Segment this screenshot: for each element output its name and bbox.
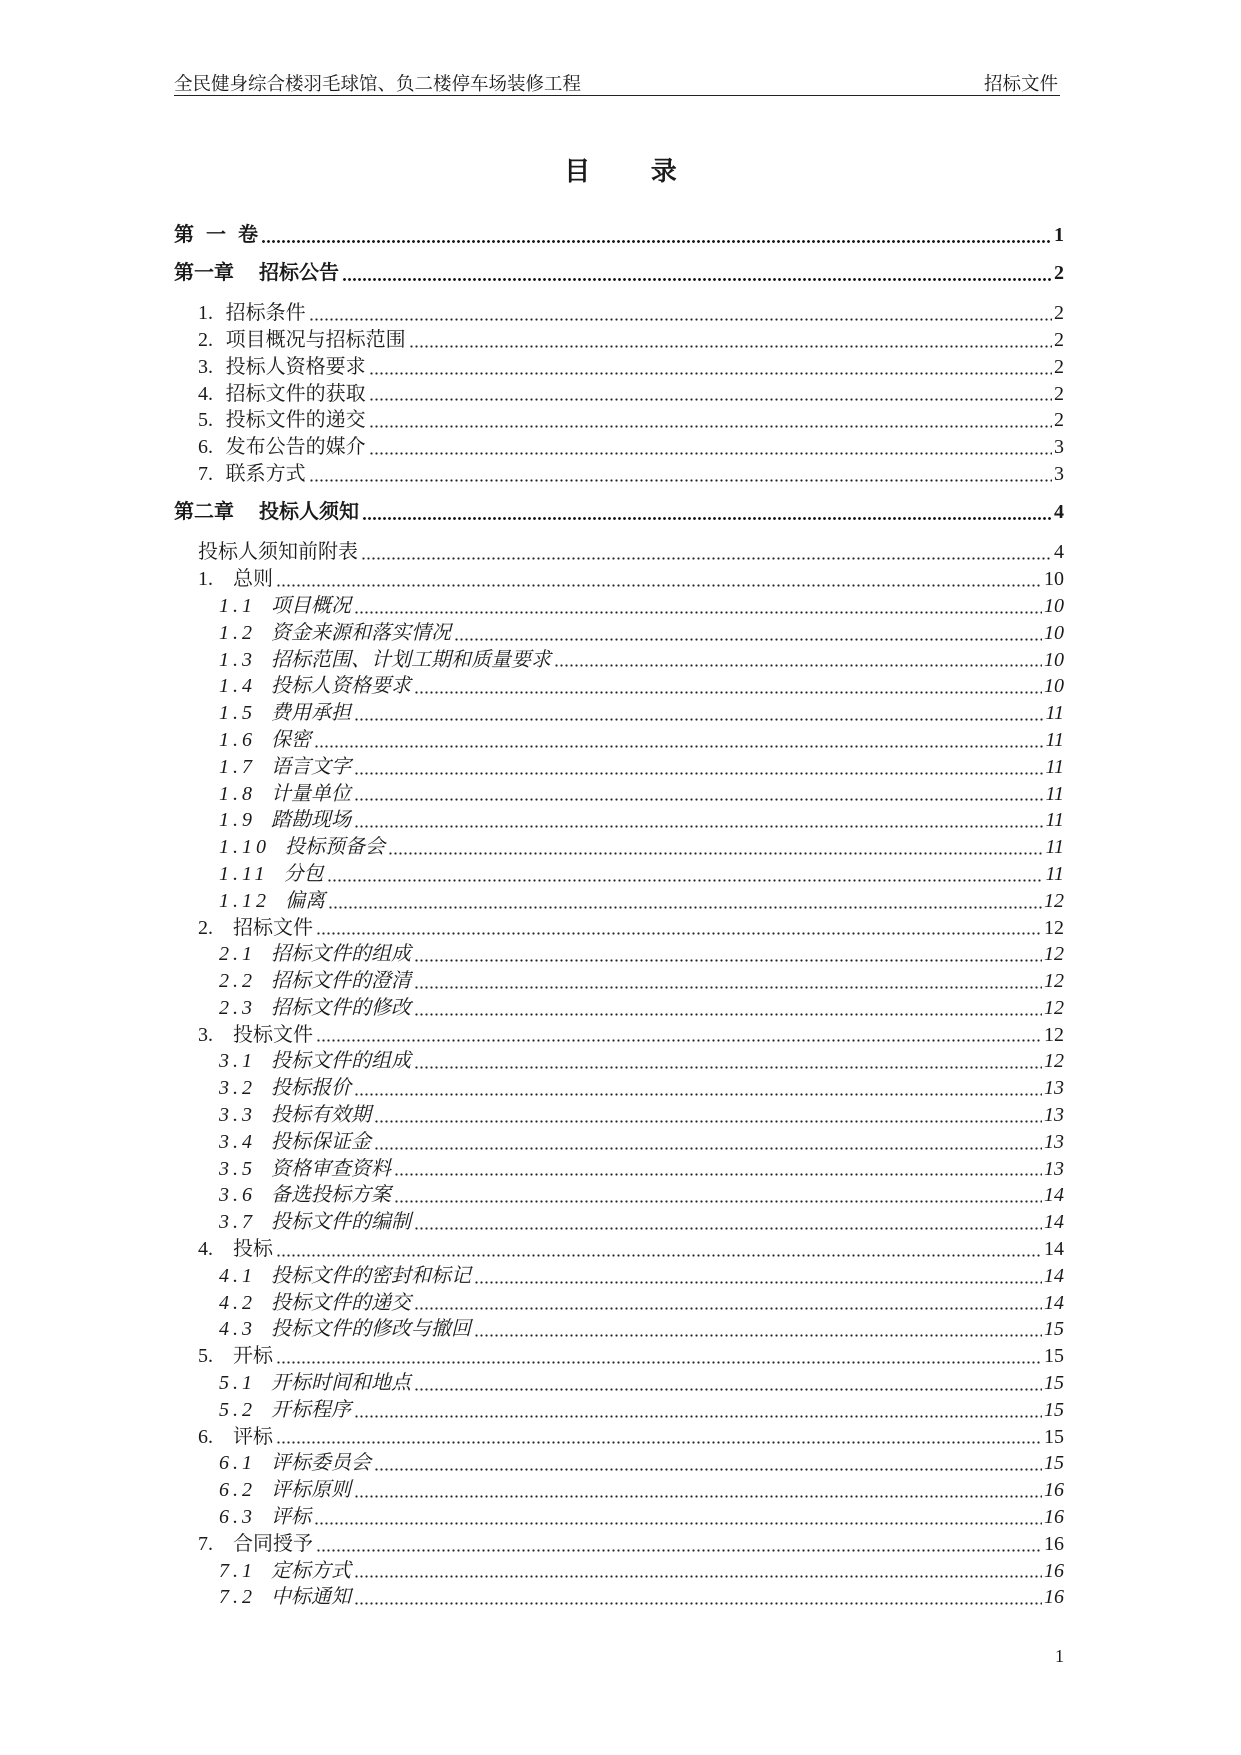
- dot-leader: [369, 452, 1052, 455]
- entry-number: 3.: [198, 1023, 213, 1046]
- dot-leader: [354, 772, 1043, 775]
- dot-leader: [369, 425, 1052, 428]
- toc-subsection-entry: [174, 1129, 1064, 1156]
- dot-leader: [261, 240, 1052, 243]
- entry-title: 开标: [233, 1345, 273, 1368]
- entry-number: 3.1: [219, 1050, 256, 1073]
- entry-number: 5.2: [219, 1398, 256, 1421]
- entry-number: 4.: [198, 382, 213, 405]
- toc-subsection-entry: [174, 1584, 1064, 1611]
- entry-number: 1.5: [219, 702, 256, 725]
- entry-page-number: 13: [1044, 1104, 1064, 1127]
- dot-leader: [354, 1093, 1042, 1096]
- entry-title: 保密: [271, 728, 311, 751]
- entry-number: 1.3: [219, 648, 256, 671]
- dot-leader: [474, 1281, 1042, 1284]
- entry-page-number: 16: [1044, 1479, 1064, 1502]
- toc-section-entry: [174, 461, 1064, 488]
- entry-page-number: 11: [1045, 702, 1064, 725]
- dot-leader: [276, 1254, 1042, 1257]
- entry-number: 3.4: [219, 1130, 256, 1153]
- dot-leader: [354, 1415, 1042, 1418]
- entry-title: 项目概况: [271, 594, 351, 617]
- entry-page-number: 15: [1044, 1398, 1064, 1421]
- entry-page-number: 13: [1044, 1130, 1064, 1153]
- dot-leader: [328, 906, 1042, 909]
- entry-page-number: 11: [1045, 862, 1064, 885]
- entry-number: 3.7: [219, 1211, 256, 1234]
- toc-section-entry: [174, 407, 1064, 434]
- toc-section-entry: [174, 1343, 1064, 1370]
- dot-leader: [394, 1200, 1042, 1203]
- entry-title: 评标: [233, 1425, 273, 1448]
- toc-chapter-entry: [174, 260, 1064, 287]
- entry-page-number: 2: [1054, 355, 1064, 378]
- entry-page-number: 1: [1054, 224, 1064, 246]
- entry-number: 1.6: [219, 728, 256, 751]
- dot-leader: [554, 664, 1042, 667]
- toc-subsection-entry: [174, 1102, 1064, 1129]
- entry-page-number: 2: [1054, 382, 1064, 405]
- entry-title: 总则: [233, 568, 273, 591]
- entry-number: 1.8: [219, 782, 256, 805]
- entry-page-number: 4: [1054, 541, 1064, 564]
- entry-page-number: 16: [1044, 1559, 1064, 1582]
- toc-subsection-entry: [174, 700, 1064, 727]
- header-rule: [174, 95, 1060, 96]
- entry-title: 投标文件的组成: [271, 1050, 411, 1073]
- dot-leader: [354, 825, 1043, 828]
- entry-title: 语言文字: [271, 755, 351, 778]
- entry-title: 定标方式: [271, 1559, 351, 1582]
- entry-title: 招标公告: [259, 262, 339, 285]
- entry-title: 招标文件的修改: [271, 996, 411, 1019]
- entry-number: 3.6: [219, 1184, 256, 1207]
- toc-subsection-entry: [174, 727, 1064, 754]
- toc-subsection-entry: [174, 1075, 1064, 1102]
- entry-number: 4.3: [219, 1318, 256, 1341]
- entry-page-number: 10: [1044, 648, 1064, 671]
- entry-page-number: 12: [1044, 889, 1064, 912]
- entry-title: 分包: [283, 862, 324, 885]
- entry-title: 费用承担: [271, 702, 351, 725]
- dot-leader: [362, 517, 1052, 520]
- entry-number: 2.: [198, 916, 213, 939]
- entry-title: 招标范围、计划工期和质量要求: [271, 648, 551, 671]
- dot-leader: [369, 372, 1052, 375]
- entry-title: 备选投标方案: [271, 1184, 391, 1207]
- toc-subsection-entry: [174, 1209, 1064, 1236]
- entry-number: 2.2: [219, 970, 256, 993]
- dot-leader: [342, 278, 1052, 281]
- entry-page-number: 11: [1045, 728, 1064, 751]
- entry-number: 1.2: [219, 621, 256, 644]
- entry-number: 5.: [198, 1345, 213, 1368]
- toc-subsection-entry: [174, 834, 1064, 861]
- entry-page-number: 11: [1045, 836, 1064, 859]
- dot-leader: [369, 398, 1052, 401]
- entry-title: 资金来源和落实情况: [271, 621, 451, 644]
- entry-number: 1.4: [219, 675, 256, 698]
- entry-title: 投标人资格要求: [225, 355, 366, 378]
- entry-page-number: 13: [1044, 1157, 1064, 1180]
- dot-leader: [454, 638, 1042, 641]
- footer-page-number: 1: [1055, 1646, 1064, 1666]
- entry-number: 1.11: [219, 862, 269, 885]
- entry-title: 联系方式: [225, 463, 306, 486]
- entry-title: 投标文件的递交: [271, 1291, 411, 1314]
- entry-title: 踏勘现场: [271, 809, 351, 832]
- entry-number: 1.: [198, 302, 213, 325]
- entry-page-number: 14: [1044, 1264, 1064, 1287]
- dot-leader: [374, 1120, 1042, 1123]
- toc-section-entry: [174, 1424, 1064, 1451]
- dot-leader: [316, 1549, 1042, 1552]
- entry-page-number: 4: [1054, 501, 1064, 524]
- dot-leader: [414, 1227, 1042, 1230]
- dot-leader: [354, 1602, 1042, 1605]
- entry-number: 1.10: [219, 836, 270, 859]
- entry-title: 投标人须知: [259, 501, 359, 524]
- entry-page-number: 16: [1044, 1586, 1064, 1609]
- entry-number: 6.: [198, 1425, 213, 1448]
- dot-leader: [374, 1147, 1042, 1150]
- entry-page-number: 15: [1044, 1452, 1064, 1475]
- entry-page-number: 11: [1045, 782, 1064, 805]
- table-of-contents: [174, 222, 1064, 1611]
- entry-page-number: 14: [1044, 1238, 1064, 1261]
- entry-page-number: 14: [1044, 1184, 1064, 1207]
- toc-section-entry: [174, 915, 1064, 942]
- entry-number: 7.1: [219, 1559, 256, 1582]
- entry-title: 投标文件的密封和标记: [271, 1264, 471, 1287]
- dot-leader: [316, 932, 1042, 935]
- entry-title: 招标文件的获取: [225, 382, 366, 405]
- entry-page-number: 10: [1044, 675, 1064, 698]
- dot-leader: [314, 1522, 1042, 1525]
- dot-leader: [276, 584, 1042, 587]
- entry-title: 开标时间和地点: [271, 1372, 411, 1395]
- dot-leader: [474, 1334, 1042, 1337]
- entry-page-number: 2: [1054, 409, 1064, 432]
- dot-leader: [409, 345, 1052, 348]
- toc-subsection-entry: [174, 647, 1064, 674]
- toc-subsection-entry: [174, 1048, 1064, 1075]
- entry-page-number: 14: [1044, 1291, 1064, 1314]
- entry-page-number: 15: [1044, 1345, 1064, 1368]
- entry-page-number: 12: [1044, 970, 1064, 993]
- dot-leader: [414, 1066, 1042, 1069]
- entry-title: 评标: [271, 1506, 311, 1529]
- toc-section-entry: [174, 381, 1064, 408]
- entry-page-number: 2: [1054, 329, 1064, 352]
- entry-title: 发布公告的媒介: [225, 436, 366, 459]
- entry-number: 1.12: [219, 889, 270, 912]
- toc-subsection-entry: [174, 593, 1064, 620]
- entry-number: 6.: [198, 436, 213, 459]
- entry-page-number: 11: [1045, 755, 1064, 778]
- entry-number: 6.2: [219, 1479, 256, 1502]
- toc-subsection-entry: [174, 1397, 1064, 1424]
- dot-leader: [314, 745, 1043, 748]
- entry-title: 投标报价: [271, 1077, 351, 1100]
- entry-title: 投标预备会: [285, 836, 385, 859]
- toc-title: 目 录: [564, 157, 677, 186]
- entry-page-number: 12: [1044, 1023, 1064, 1046]
- entry-number: 第一章: [174, 262, 234, 285]
- toc-section-entry: [174, 1236, 1064, 1263]
- entry-title: 计量单位: [271, 782, 351, 805]
- dot-leader: [276, 1361, 1042, 1364]
- entry-number: 2.1: [219, 943, 256, 966]
- entry-page-number: 10: [1044, 568, 1064, 591]
- toc-subsection-entry: [174, 1370, 1064, 1397]
- entry-title: 招标条件: [225, 302, 306, 325]
- entry-number: 1.: [198, 568, 213, 591]
- toc-subsection-entry: [174, 673, 1064, 700]
- entry-title: 中标通知: [271, 1586, 351, 1609]
- entry-number: 3.3: [219, 1104, 256, 1127]
- entry-title: 投标文件的修改与撤回: [271, 1318, 471, 1341]
- dot-leader: [414, 1388, 1042, 1391]
- dot-leader: [414, 691, 1042, 694]
- entry-page-number: 16: [1044, 1532, 1064, 1555]
- entry-title: 评标原则: [271, 1479, 351, 1502]
- dot-leader: [354, 1495, 1042, 1498]
- dot-leader: [394, 1173, 1042, 1176]
- entry-title: 投标人须知前附表: [198, 541, 358, 564]
- toc-subsection-entry: [174, 1450, 1064, 1477]
- entry-page-number: 11: [1045, 809, 1064, 832]
- toc-subsection-entry: [174, 620, 1064, 647]
- entry-title: 投标有效期: [271, 1104, 371, 1127]
- entry-number: 7.: [198, 463, 213, 486]
- entry-number: 4.1: [219, 1264, 256, 1287]
- entry-title: 招标文件: [233, 916, 313, 939]
- entry-page-number: 14: [1044, 1211, 1064, 1234]
- entry-page-number: 2: [1054, 302, 1064, 325]
- entry-title: 资格审查资料: [271, 1157, 391, 1180]
- toc-section-entry: [174, 1022, 1064, 1049]
- dot-leader: [414, 986, 1042, 989]
- entry-title: 偏离: [285, 889, 325, 912]
- toc-subsection-entry: [174, 1290, 1064, 1317]
- entry-number: 5.1: [219, 1372, 256, 1395]
- toc-section-entry: [174, 354, 1064, 381]
- entry-title: 开标程序: [271, 1398, 351, 1421]
- toc-subsection-entry: [174, 1316, 1064, 1343]
- dot-leader: [361, 557, 1052, 560]
- header-document-type: 招标文件: [983, 75, 1058, 95]
- entry-number: 7.: [198, 1532, 213, 1555]
- entry-title: 第 一 卷: [174, 224, 258, 246]
- entry-title: 投标文件的编制: [271, 1211, 411, 1234]
- dot-leader: [414, 1307, 1042, 1310]
- toc-subsection-entry: [174, 1477, 1064, 1504]
- entry-number: 2.: [198, 329, 213, 352]
- entry-page-number: 15: [1044, 1318, 1064, 1341]
- entry-title: 投标保证金: [271, 1130, 371, 1153]
- toc-subsection-entry: [174, 1558, 1064, 1585]
- entry-number: 7.2: [219, 1586, 256, 1609]
- entry-page-number: 13: [1044, 1077, 1064, 1100]
- entry-title: 评标委员会: [271, 1452, 371, 1475]
- toc-subsection-entry: [174, 754, 1064, 781]
- entry-number: 第二章: [174, 501, 234, 524]
- dot-leader: [327, 879, 1044, 882]
- entry-title: 招标文件的组成: [271, 943, 411, 966]
- entry-page-number: 12: [1044, 943, 1064, 966]
- entry-page-number: 2: [1054, 262, 1064, 285]
- dot-leader: [354, 1575, 1042, 1578]
- header-project-name: 全民健身综合楼羽毛球馆、负二楼停车场装修工程: [174, 75, 582, 95]
- entry-number: 4.: [198, 1238, 213, 1261]
- entry-page-number: 10: [1044, 621, 1064, 644]
- toc-subsection-entry: [174, 861, 1064, 888]
- toc-section-entry: [174, 539, 1064, 566]
- dot-leader: [316, 1039, 1042, 1042]
- entry-page-number: 15: [1044, 1372, 1064, 1395]
- toc-subsection-entry: [174, 968, 1064, 995]
- entry-page-number: 12: [1044, 916, 1064, 939]
- toc-section-entry: [174, 566, 1064, 593]
- dot-leader: [414, 959, 1042, 962]
- entry-number: 3.2: [219, 1077, 256, 1100]
- entry-title: 项目概况与招标范围: [225, 329, 406, 352]
- toc-subsection-entry: [174, 995, 1064, 1022]
- entry-number: 3.: [198, 355, 213, 378]
- dot-leader: [354, 798, 1043, 801]
- entry-title: 投标: [233, 1238, 273, 1261]
- entry-title: 投标文件: [233, 1023, 313, 1046]
- entry-page-number: 12: [1044, 1050, 1064, 1073]
- dot-leader: [309, 318, 1052, 321]
- toc-section-entry: [174, 327, 1064, 354]
- entry-page-number: 10: [1044, 594, 1064, 617]
- entry-number: 6.1: [219, 1452, 256, 1475]
- entry-number: 1.7: [219, 755, 256, 778]
- toc-subsection-entry: [174, 941, 1064, 968]
- toc-subsection-entry: [174, 888, 1064, 915]
- dot-leader: [414, 1013, 1042, 1016]
- entry-number: 1.9: [219, 809, 256, 832]
- toc-section-entry: [174, 300, 1064, 327]
- entry-page-number: 16: [1044, 1506, 1064, 1529]
- entry-title: 合同授予: [233, 1532, 313, 1555]
- toc-section-entry: [174, 434, 1064, 461]
- toc-section-entry: [174, 1531, 1064, 1558]
- dot-leader: [388, 852, 1043, 855]
- entry-page-number: 3: [1054, 463, 1064, 486]
- entry-number: 3.5: [219, 1157, 256, 1180]
- toc-subsection-entry: [174, 1182, 1064, 1209]
- toc-subsection-entry: [174, 1263, 1064, 1290]
- toc-subsection-entry: [174, 807, 1064, 834]
- dot-leader: [309, 479, 1052, 482]
- toc-volume-entry: [174, 222, 1064, 249]
- toc-subsection-entry: [174, 781, 1064, 808]
- entry-page-number: 15: [1044, 1425, 1064, 1448]
- dot-leader: [374, 1468, 1042, 1471]
- entry-number: 1.1: [219, 594, 256, 617]
- dot-leader: [354, 718, 1043, 721]
- entry-number: 5.: [198, 409, 213, 432]
- dot-leader: [354, 611, 1042, 614]
- entry-title: 投标人资格要求: [271, 675, 411, 698]
- dot-leader: [276, 1441, 1042, 1444]
- entry-title: 招标文件的澄清: [271, 970, 411, 993]
- entry-number: 6.3: [219, 1506, 256, 1529]
- entry-page-number: 3: [1054, 436, 1064, 459]
- toc-chapter-entry: [174, 499, 1064, 526]
- toc-subsection-entry: [174, 1156, 1064, 1183]
- entry-number: 2.3: [219, 996, 256, 1019]
- entry-title: 投标文件的递交: [225, 409, 366, 432]
- entry-number: 4.2: [219, 1291, 256, 1314]
- entry-page-number: 12: [1044, 996, 1064, 1019]
- toc-subsection-entry: [174, 1504, 1064, 1531]
